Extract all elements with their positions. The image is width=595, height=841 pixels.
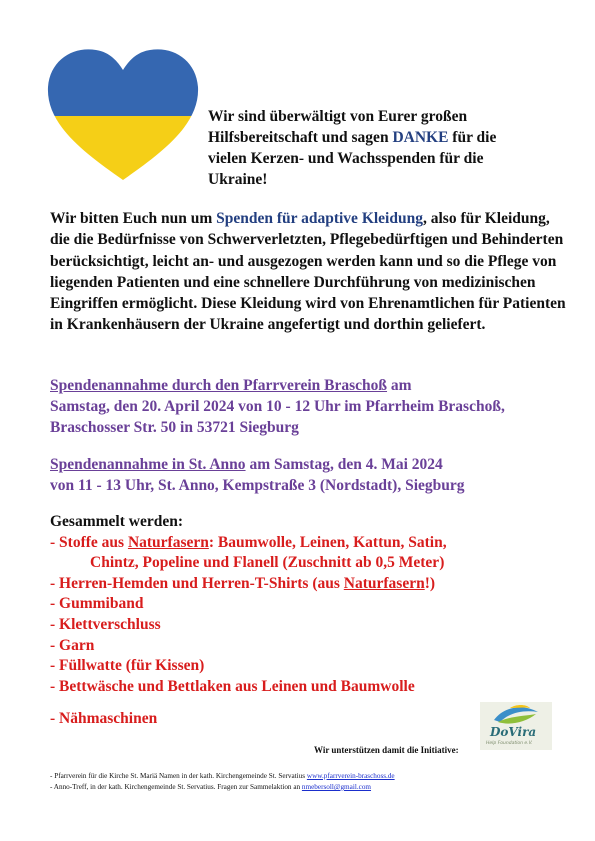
intro-line: Wir sind überwältigt von Eurer großen — [208, 108, 468, 125]
list-item: - Garn — [50, 636, 95, 654]
list-item: - Nähmaschinen — [50, 710, 158, 727]
dropoff-date: Samstag, den 20. April 2024 von 10 - 12 Uhr im Pfarrheim Braschoß, — [50, 398, 505, 415]
list-item: - Bettwäsche und Bettlaken aus Leinen und Baumwolle — [50, 677, 415, 695]
item-text: Naturfasern — [127, 533, 209, 551]
item-text: !) — [424, 574, 436, 592]
list-item — [50, 574, 570, 595]
logo-subtext: Help Foundation e.V. — [486, 741, 533, 746]
item-text: - Herren-Hemden und Herren-T-Shirts (aus — [50, 574, 344, 592]
pfarrverein-link[interactable]: www.pfarrverein-braschoss.de — [306, 772, 395, 780]
intro-line: Ukraine! — [208, 171, 268, 188]
email-link[interactable]: nmebersoll@gmail.com — [301, 783, 372, 791]
request-text: Wir bitten Euch nun um — [50, 210, 217, 227]
item-text: Naturfasern — [343, 574, 425, 592]
intro-line: vielen Kerzen- und Wachsspenden für die — [208, 150, 484, 167]
request-text: , also für Kleidung, die die Bedürfnisse von Schwerverletzten, Pflegebedürftigen und Behinderten berücksichtigt, leicht an- und ausgezogen werden kann und so die Pflege von liegenden Patienten und eine schnellere Durchführung von medizinischen Eingriffen ermöglicht. Diese Kleidung wird von Ehrenamtlichen für Patienten in Krankenhäusern der Ukraine angefertigt und dorthin geliefert. — [50, 210, 566, 334]
intro-line — [208, 127, 548, 148]
list-item: - Gummiband — [50, 595, 144, 613]
footer-line — [50, 771, 570, 782]
dropoff-braschoss — [50, 375, 570, 438]
dropoff-title: Spendenannahme durch den Pfarrverein Braschoß — [50, 377, 388, 394]
ukraine-heart-icon — [38, 42, 208, 190]
collected-items-list — [50, 512, 570, 697]
dropoff-title: Spendenannahme in St. Anno — [50, 456, 246, 473]
collected-heading: Gesammelt werden: — [50, 513, 183, 530]
footer-text: - Pfarrverein für die Kirche St. Mariä Namen in der kath. Kirchengemeinde St. Servatius — [50, 772, 307, 780]
intro-thanks-text — [208, 106, 548, 190]
list-item — [50, 533, 570, 554]
intro-text: Hilfsbereitschaft und sagen — [208, 129, 393, 146]
logo-text: DoVira — [490, 725, 537, 739]
dropoff-text: am — [387, 377, 412, 394]
list-item: Chintz, Popeline und Flanell (Zuschnitt ab 0,5 Meter) — [90, 554, 445, 572]
danke-highlight: DANKE — [392, 129, 449, 146]
dropoff-address: von 11 - 13 Uhr, St. Anno, Kempstraße 3 (Nordstadt), Siegburg — [50, 477, 465, 494]
donation-request-paragraph — [50, 208, 570, 336]
initiative-note: Wir unterstützen damit die Initiative: — [314, 745, 459, 755]
dropoff-st-anno — [50, 454, 570, 496]
dovira-logo — [480, 702, 552, 750]
footer-line — [50, 782, 570, 793]
list-item: - Klettverschluss — [50, 615, 161, 633]
item-text: - Stoffe aus — [50, 533, 128, 551]
dropoff-address: Braschosser Str. 50 in 53721 Siegburg — [50, 419, 299, 436]
footer-text: - Anno-Treff, in der kath. Kirchengemeinde St. Servatius. Fragen zur Sammelaktion an — [50, 783, 302, 791]
footer — [50, 771, 570, 793]
list-item: - Füllwatte (für Kissen) — [50, 657, 205, 675]
adaptive-clothing-highlight: Spenden für adaptive Kleidung — [216, 210, 423, 227]
intro-text: für die — [448, 129, 497, 146]
dropoff-date: am Samstag, den 4. Mai 2024 — [245, 456, 443, 473]
item-text: : Baumwolle, Leinen, Kattun, Satin, — [208, 533, 447, 551]
